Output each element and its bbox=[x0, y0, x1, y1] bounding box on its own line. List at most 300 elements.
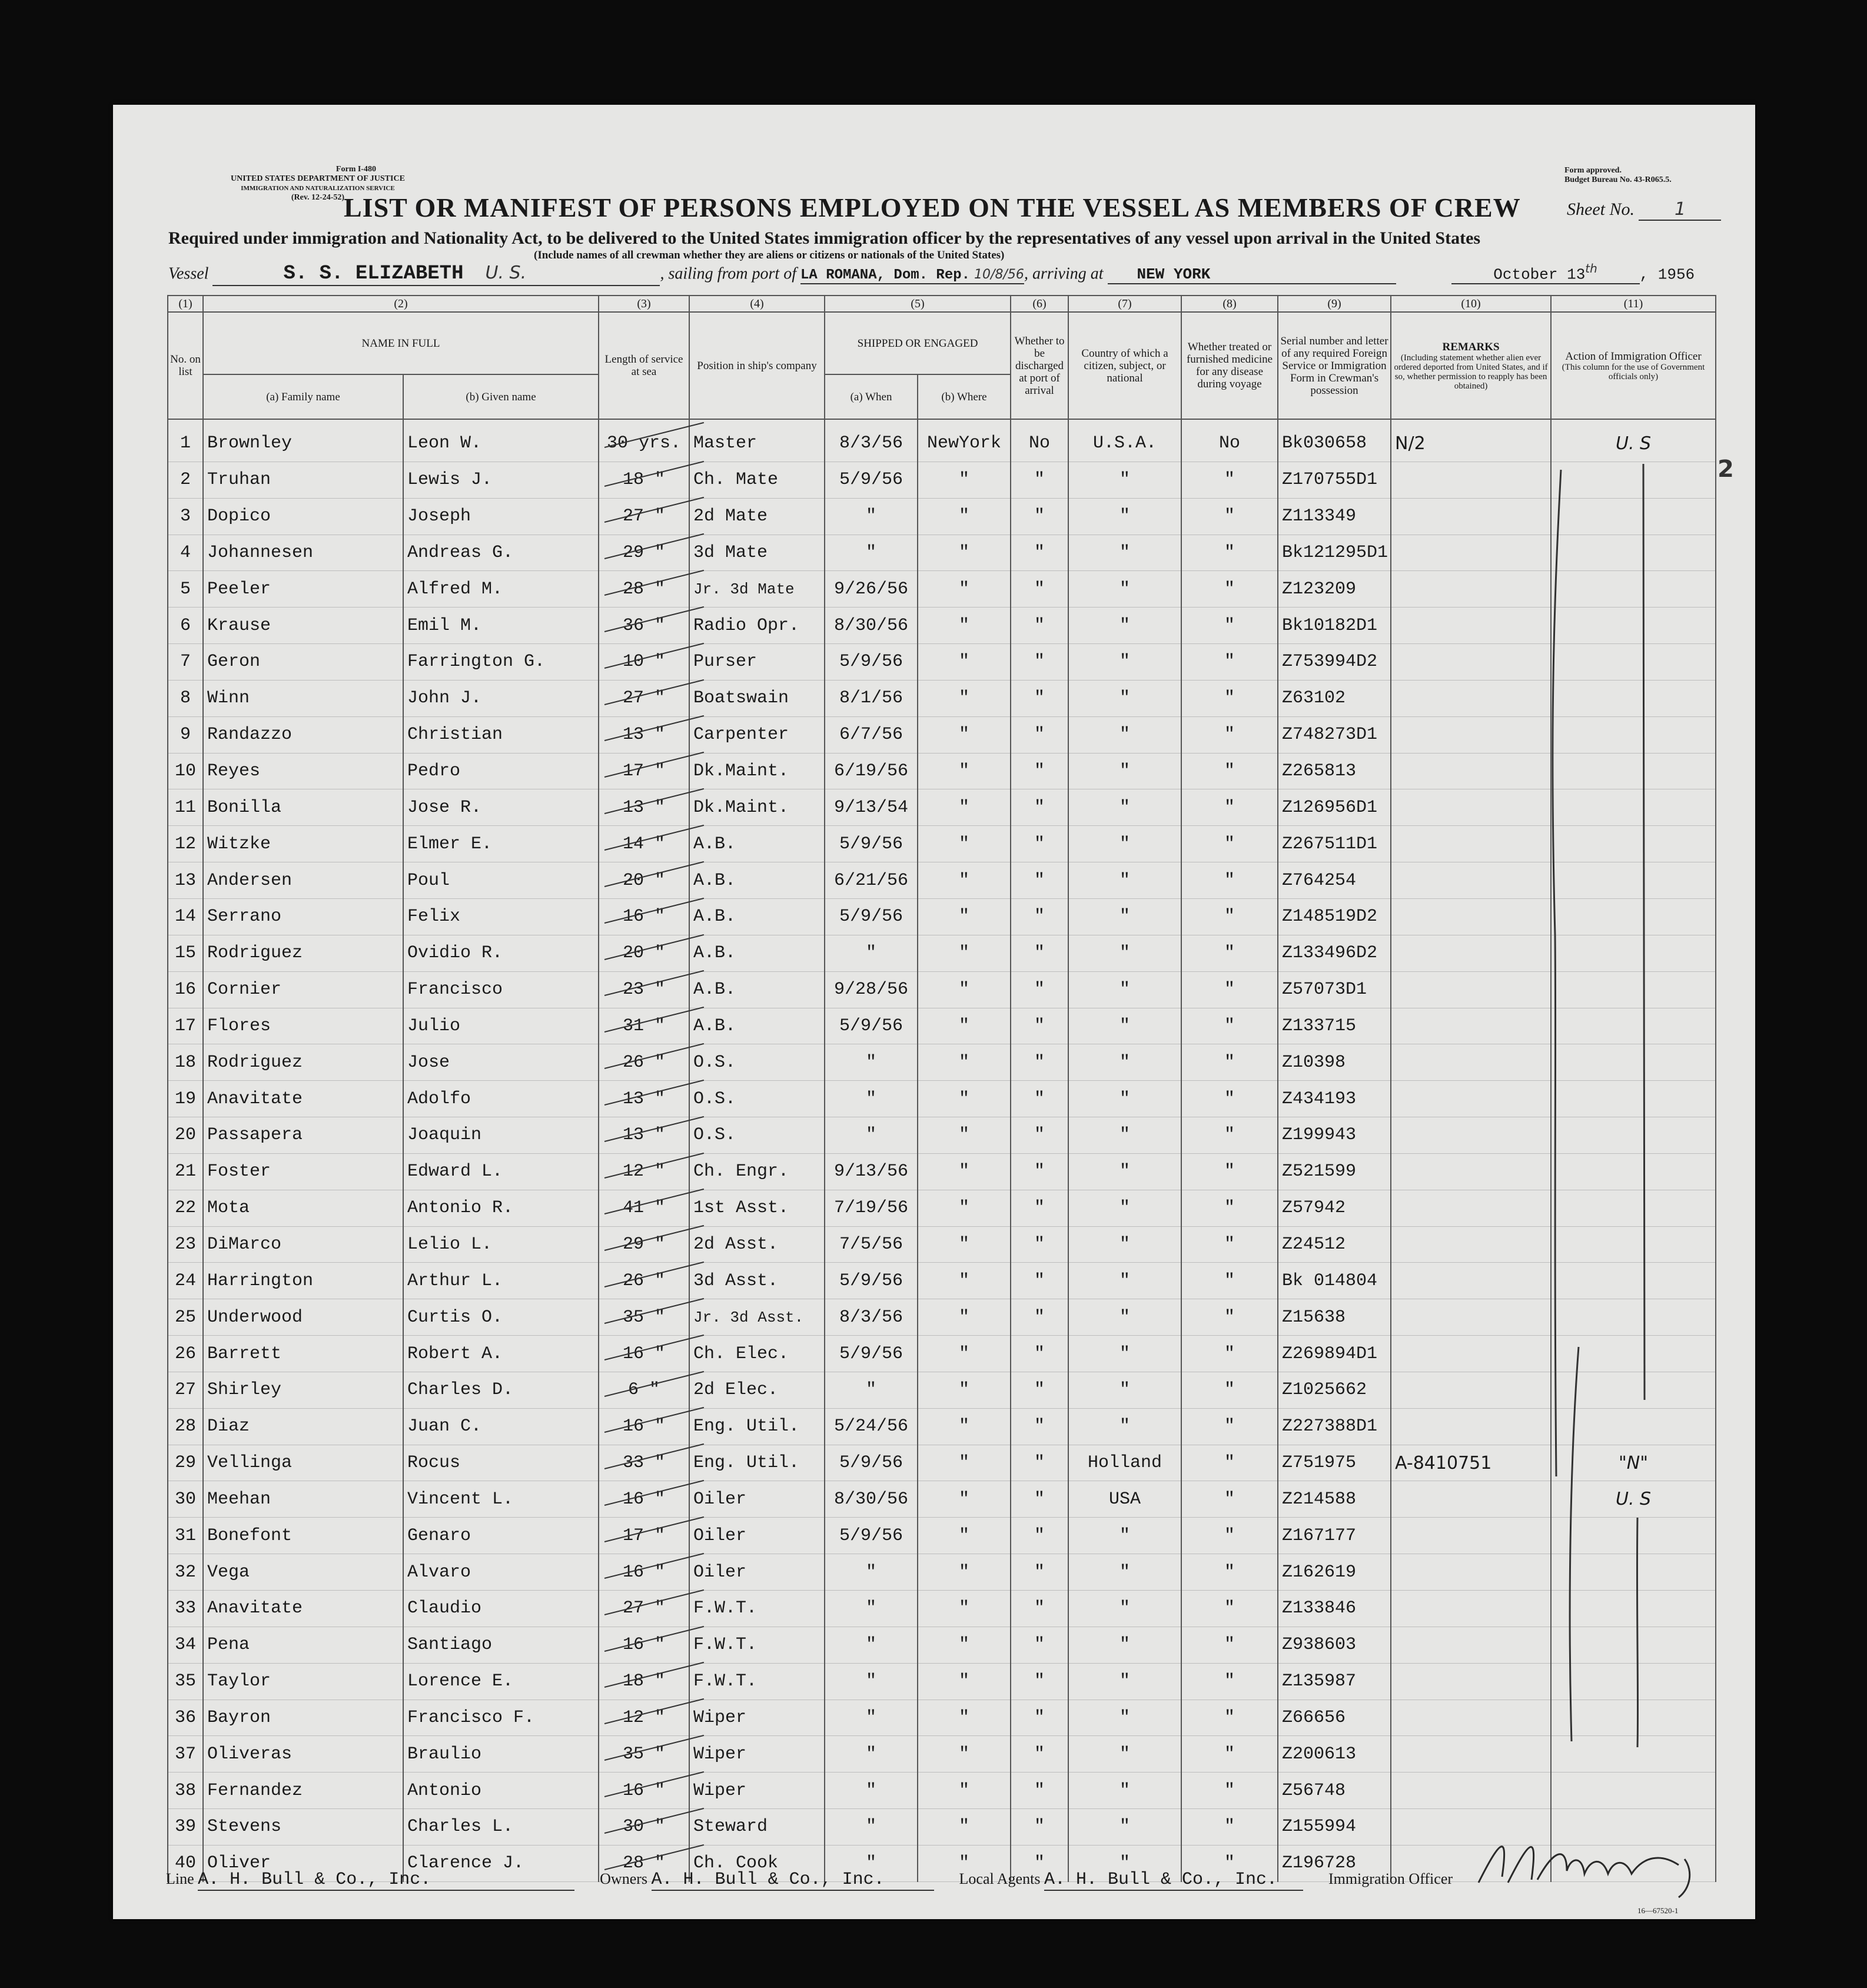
discharged: " bbox=[1011, 898, 1068, 935]
row-number: 10 bbox=[168, 753, 203, 789]
header-remarks-cell bbox=[1391, 312, 1551, 419]
shipped-when: 6/19/56 bbox=[825, 753, 918, 789]
shipped-when: 6/21/56 bbox=[825, 862, 918, 899]
country: " bbox=[1068, 1518, 1181, 1554]
treated: " bbox=[1181, 1263, 1278, 1299]
length-of-service: 13 " bbox=[599, 1117, 689, 1154]
header-country: Country of which a citizen, subject, or national bbox=[1068, 312, 1181, 419]
family-name: Dopico bbox=[203, 498, 403, 535]
family-name: Vellinga bbox=[203, 1445, 403, 1481]
given-name: John J. bbox=[403, 680, 599, 716]
serial-number: Z764254 bbox=[1278, 862, 1391, 899]
row-number: 37 bbox=[168, 1736, 203, 1773]
position: A.B. bbox=[689, 862, 825, 899]
shipped-where: " bbox=[918, 1299, 1011, 1336]
col2-number: (2) bbox=[203, 296, 599, 312]
length-of-service: 16 " bbox=[599, 1481, 689, 1518]
length-of-service: 13 " bbox=[599, 716, 689, 753]
row-number: 21 bbox=[168, 1153, 203, 1190]
shipped-where: " bbox=[918, 1117, 1011, 1154]
row-number: 8 bbox=[168, 680, 203, 716]
form-code: 16—67520-1 bbox=[1637, 1906, 1679, 1915]
shipped-when: 8/1/56 bbox=[825, 680, 918, 716]
length-of-service: 28 " bbox=[599, 571, 689, 608]
serial-number: Z133496D2 bbox=[1278, 935, 1391, 971]
given-name: Poul bbox=[403, 862, 599, 899]
discharged: " bbox=[1011, 971, 1068, 1008]
row-number: 25 bbox=[168, 1299, 203, 1336]
row-number: 24 bbox=[168, 1263, 203, 1299]
position: Oiler bbox=[689, 1481, 825, 1518]
length-of-service: 33 " bbox=[599, 1445, 689, 1481]
sailing-port-hand: 10/8/56 bbox=[974, 267, 1024, 283]
family-name: Peeler bbox=[203, 571, 403, 608]
row-number: 18 bbox=[168, 1044, 203, 1081]
serial-number: Z155994 bbox=[1278, 1809, 1391, 1846]
shipped-where: " bbox=[918, 1518, 1011, 1554]
position: 2d Asst. bbox=[689, 1226, 825, 1263]
country: " bbox=[1068, 1008, 1181, 1044]
family-name: Serrano bbox=[203, 898, 403, 935]
length-of-service: 27 " bbox=[599, 498, 689, 535]
row-number: 3 bbox=[168, 498, 203, 535]
form-number: Form I-480 bbox=[335, 165, 376, 174]
family-name: Meehan bbox=[203, 1481, 403, 1518]
shipped-where: " bbox=[918, 1627, 1011, 1663]
header-family-name: (a) Family name bbox=[203, 374, 403, 419]
serial-number: Z56748 bbox=[1278, 1773, 1391, 1809]
vessel-line bbox=[168, 261, 1722, 286]
length-of-service: 13 " bbox=[599, 1081, 689, 1117]
row-number: 4 bbox=[168, 535, 203, 571]
given-name: Julio bbox=[403, 1008, 599, 1044]
row-number: 19 bbox=[168, 1081, 203, 1117]
family-name: Krause bbox=[203, 608, 403, 644]
length-of-service: 30 " bbox=[599, 1809, 689, 1846]
port-field bbox=[800, 264, 1024, 284]
position: Radio Opr. bbox=[689, 608, 825, 644]
serial-number: Z1025662 bbox=[1278, 1372, 1391, 1408]
col9-number: (9) bbox=[1278, 296, 1391, 312]
position: A.B. bbox=[689, 1008, 825, 1044]
position: A.B. bbox=[689, 971, 825, 1008]
row-number: 39 bbox=[168, 1809, 203, 1846]
family-name: Reyes bbox=[203, 753, 403, 789]
given-name: Leon W. bbox=[403, 419, 599, 462]
department: UNITED STATES DEPARTMENT OF JUSTICE bbox=[231, 174, 405, 183]
header-where: (b) Where bbox=[918, 374, 1011, 419]
row-number: 26 bbox=[168, 1336, 203, 1372]
treated: " bbox=[1181, 608, 1278, 644]
row-number: 16 bbox=[168, 971, 203, 1008]
row-number: 22 bbox=[168, 1190, 203, 1226]
treated: " bbox=[1181, 753, 1278, 789]
row-number: 20 bbox=[168, 1117, 203, 1154]
serial-number: Z751975 bbox=[1278, 1445, 1391, 1481]
shipped-where: " bbox=[918, 1736, 1011, 1773]
treated: " bbox=[1181, 1700, 1278, 1736]
length-of-service: 28 " bbox=[599, 1845, 689, 1881]
country: " bbox=[1068, 498, 1181, 535]
family-name: Pena bbox=[203, 1627, 403, 1663]
include-note: (Include names of all crewman whether they are aliens or citizens or nationals of the United States) bbox=[534, 249, 1005, 261]
shipped-when: 5/24/56 bbox=[825, 1408, 918, 1445]
discharged: " bbox=[1011, 1190, 1068, 1226]
agents-field bbox=[1044, 1870, 1303, 1891]
country: " bbox=[1068, 1372, 1181, 1408]
shipped-when: 8/3/56 bbox=[825, 1299, 918, 1336]
position: Steward bbox=[689, 1809, 825, 1846]
family-name: Stevens bbox=[203, 1809, 403, 1846]
shipped-when: 8/30/56 bbox=[825, 1481, 918, 1518]
discharged: " bbox=[1011, 1845, 1068, 1881]
length-of-service: 17 " bbox=[599, 753, 689, 789]
vessel-name-hand: U. S. bbox=[485, 263, 527, 284]
given-name: Alfred M. bbox=[403, 571, 599, 608]
length-of-service: 31 " bbox=[599, 1008, 689, 1044]
arrival-date: October 13 bbox=[1493, 265, 1586, 284]
discharged: No bbox=[1011, 419, 1068, 462]
given-name: Charles L. bbox=[403, 1809, 599, 1846]
given-name: Santiago bbox=[403, 1627, 599, 1663]
treated: " bbox=[1181, 1809, 1278, 1846]
given-name: Lewis J. bbox=[403, 462, 599, 498]
country: " bbox=[1068, 1627, 1181, 1663]
header-action-note: (This column for the use of Government officials only) bbox=[1562, 362, 1705, 381]
shipped-when: " bbox=[825, 1554, 918, 1591]
column-number-row bbox=[168, 296, 1716, 312]
header-action-cell bbox=[1551, 312, 1716, 419]
given-name: Antonio bbox=[403, 1773, 599, 1809]
discharged: " bbox=[1011, 644, 1068, 681]
given-name: Ovidio R. bbox=[403, 935, 599, 971]
shipped-when: " bbox=[825, 1700, 918, 1736]
row-number: 23 bbox=[168, 1226, 203, 1263]
position: Wiper bbox=[689, 1736, 825, 1773]
shipped-when: " bbox=[825, 535, 918, 571]
shipped-where: " bbox=[918, 826, 1011, 862]
shipped-when: 9/13/56 bbox=[825, 1153, 918, 1190]
family-name: Randazzo bbox=[203, 716, 403, 753]
shipped-where: " bbox=[918, 1554, 1011, 1591]
row-number: 36 bbox=[168, 1700, 203, 1736]
shipped-when: 9/28/56 bbox=[825, 971, 918, 1008]
family-name: Flores bbox=[203, 1008, 403, 1044]
country: " bbox=[1068, 1809, 1181, 1846]
serial-number: Bk030658 bbox=[1278, 419, 1391, 462]
sheet-label: Sheet No. bbox=[1567, 200, 1635, 219]
country: " bbox=[1068, 1663, 1181, 1700]
col10-number: (10) bbox=[1391, 296, 1551, 312]
given-name: Christian bbox=[403, 716, 599, 753]
treated: " bbox=[1181, 1153, 1278, 1190]
family-name: Bayron bbox=[203, 1700, 403, 1736]
family-name: Johannesen bbox=[203, 535, 403, 571]
given-name: Farrington G. bbox=[403, 644, 599, 681]
treated: " bbox=[1181, 1554, 1278, 1591]
family-name: Rodriguez bbox=[203, 1044, 403, 1081]
line-value: A. H. Bull & Co., Inc. bbox=[198, 1870, 431, 1890]
sheet-number bbox=[1567, 199, 1721, 221]
shipped-where: " bbox=[918, 1845, 1011, 1881]
given-name: Vincent L. bbox=[403, 1481, 599, 1518]
row-number: 2 bbox=[168, 462, 203, 498]
row-number: 17 bbox=[168, 1008, 203, 1044]
row-number: 5 bbox=[168, 571, 203, 608]
position: Ch. Elec. bbox=[689, 1336, 825, 1372]
treated: " bbox=[1181, 1518, 1278, 1554]
sailing-label: , sailing from port of bbox=[660, 264, 796, 283]
row-number: 9 bbox=[168, 716, 203, 753]
col1-number: (1) bbox=[168, 296, 203, 312]
country: Holland bbox=[1068, 1445, 1181, 1481]
country: " bbox=[1068, 680, 1181, 716]
shipped-where: " bbox=[918, 1591, 1011, 1627]
position: F.W.T. bbox=[689, 1663, 825, 1700]
line-field bbox=[198, 1870, 574, 1891]
header-row-1 bbox=[168, 312, 1716, 374]
shipped-where: " bbox=[918, 753, 1011, 789]
shipped-when: 6/7/56 bbox=[825, 716, 918, 753]
shipped-where: " bbox=[918, 789, 1011, 826]
serial-number: Z214588 bbox=[1278, 1481, 1391, 1518]
shipped-where: " bbox=[918, 935, 1011, 971]
discharged: " bbox=[1011, 1081, 1068, 1117]
page-title: LIST OR MANIFEST OF PERSONS EMPLOYED ON THE VESSEL AS MEMBERS OF CREW bbox=[344, 193, 1521, 223]
shipped-when: 5/9/56 bbox=[825, 1518, 918, 1554]
discharged: " bbox=[1011, 753, 1068, 789]
shipped-where: " bbox=[918, 1190, 1011, 1226]
length-of-service: 20 " bbox=[599, 935, 689, 971]
form-approved: Form approved. bbox=[1564, 166, 1622, 175]
family-name: Passapera bbox=[203, 1117, 403, 1154]
position: 1st Asst. bbox=[689, 1190, 825, 1226]
shipped-when: 7/5/56 bbox=[825, 1226, 918, 1263]
family-name: Barrett bbox=[203, 1336, 403, 1372]
shipped-where: " bbox=[918, 1481, 1011, 1518]
length-of-service: 26 " bbox=[599, 1263, 689, 1299]
row-number: 35 bbox=[168, 1663, 203, 1700]
country: " bbox=[1068, 1773, 1181, 1809]
col4-number: (4) bbox=[689, 296, 825, 312]
family-name: Shirley bbox=[203, 1372, 403, 1408]
sheet-value: 1 bbox=[1639, 199, 1721, 221]
family-name: Brownley bbox=[203, 419, 403, 462]
col7-number: (7) bbox=[1068, 296, 1181, 312]
row-number: 13 bbox=[168, 862, 203, 899]
position: F.W.T. bbox=[689, 1591, 825, 1627]
length-of-service: 16 " bbox=[599, 1554, 689, 1591]
shipped-where: " bbox=[918, 1445, 1011, 1481]
col5-number: (5) bbox=[825, 296, 1011, 312]
serial-number: Z10398 bbox=[1278, 1044, 1391, 1081]
discharged: " bbox=[1011, 826, 1068, 862]
row-number: 27 bbox=[168, 1372, 203, 1408]
treated: " bbox=[1181, 789, 1278, 826]
family-name: Truhan bbox=[203, 462, 403, 498]
owners-field bbox=[652, 1870, 934, 1891]
length-of-service: 12 " bbox=[599, 1153, 689, 1190]
country: " bbox=[1068, 462, 1181, 498]
treated: " bbox=[1181, 1081, 1278, 1117]
serial-number: Z57073D1 bbox=[1278, 971, 1391, 1008]
given-name: Jose bbox=[403, 1044, 599, 1081]
discharged: " bbox=[1011, 1008, 1068, 1044]
treated: " bbox=[1181, 935, 1278, 971]
length-of-service: 36 " bbox=[599, 608, 689, 644]
country: " bbox=[1068, 571, 1181, 608]
country: " bbox=[1068, 716, 1181, 753]
length-of-service: 35 " bbox=[599, 1736, 689, 1773]
length-of-service: 12 " bbox=[599, 1700, 689, 1736]
treated: " bbox=[1181, 862, 1278, 899]
owners-value: A. H. Bull & Co., Inc. bbox=[651, 1870, 885, 1890]
family-name: Rodriguez bbox=[203, 935, 403, 971]
family-name: Witzke bbox=[203, 826, 403, 862]
treated: " bbox=[1181, 1773, 1278, 1809]
approval-block bbox=[1564, 166, 1672, 185]
row-number: 12 bbox=[168, 826, 203, 862]
position: A.B. bbox=[689, 898, 825, 935]
family-name: Oliveras bbox=[203, 1736, 403, 1773]
ditto-strokes bbox=[1467, 464, 1620, 1747]
position: 3d Mate bbox=[689, 535, 825, 571]
serial-number: Z265813 bbox=[1278, 753, 1391, 789]
given-name: Felix bbox=[403, 898, 599, 935]
serial-number: Z63102 bbox=[1278, 680, 1391, 716]
serial-number: Z170755D1 bbox=[1278, 462, 1391, 498]
country: " bbox=[1068, 1226, 1181, 1263]
family-name: DiMarco bbox=[203, 1226, 403, 1263]
length-of-service: 20 " bbox=[599, 862, 689, 899]
remarks bbox=[1391, 1773, 1551, 1809]
shipped-when: " bbox=[825, 1809, 918, 1846]
agents-label: Local Agents bbox=[959, 1870, 1041, 1887]
country: " bbox=[1068, 1117, 1181, 1154]
serial-number: Z126956D1 bbox=[1278, 789, 1391, 826]
header-serial-number: Serial number and letter of any required Foreign Service or Immigration Form in Crewman's possession bbox=[1278, 312, 1391, 419]
treated: " bbox=[1181, 571, 1278, 608]
serial-number: Z269894D1 bbox=[1278, 1336, 1391, 1372]
header-action: Action of Immigration Officer bbox=[1565, 350, 1702, 363]
position: Ch. Mate bbox=[689, 462, 825, 498]
col3-number: (3) bbox=[599, 296, 689, 312]
country: " bbox=[1068, 826, 1181, 862]
length-of-service: 16 " bbox=[599, 898, 689, 935]
treated: " bbox=[1181, 1299, 1278, 1336]
discharged: " bbox=[1011, 1736, 1068, 1773]
family-name: Anavitate bbox=[203, 1591, 403, 1627]
sailing-port: LA ROMANA, Dom. Rep. bbox=[800, 267, 971, 284]
country: " bbox=[1068, 789, 1181, 826]
header-remarks: REMARKS bbox=[1442, 340, 1500, 353]
shipped-when: 5/9/56 bbox=[825, 1445, 918, 1481]
shipped-where: " bbox=[918, 1008, 1011, 1044]
discharged: " bbox=[1011, 1263, 1068, 1299]
treated: " bbox=[1181, 680, 1278, 716]
length-of-service: 16 " bbox=[599, 1627, 689, 1663]
position: Eng. Util. bbox=[689, 1445, 825, 1481]
shipped-when: 5/9/56 bbox=[825, 1008, 918, 1044]
given-name: Genaro bbox=[403, 1518, 599, 1554]
country: " bbox=[1068, 1336, 1181, 1372]
position: Oiler bbox=[689, 1518, 825, 1554]
given-name: Lelio L. bbox=[403, 1226, 599, 1263]
treated: " bbox=[1181, 535, 1278, 571]
country: " bbox=[1068, 1044, 1181, 1081]
serial-number: Z753994D2 bbox=[1278, 644, 1391, 681]
country: " bbox=[1068, 1700, 1181, 1736]
discharged: " bbox=[1011, 1336, 1068, 1372]
family-name: Taylor bbox=[203, 1663, 403, 1700]
country: " bbox=[1068, 1736, 1181, 1773]
shipped-when: " bbox=[825, 935, 918, 971]
shipped-where: " bbox=[918, 1263, 1011, 1299]
shipped-where: " bbox=[918, 498, 1011, 535]
position: 2d Elec. bbox=[689, 1372, 825, 1408]
remarks-ditto-stroke-2 bbox=[1570, 1347, 1579, 1741]
position: A.B. bbox=[689, 935, 825, 971]
family-name: Oliver bbox=[203, 1845, 403, 1881]
country: " bbox=[1068, 1299, 1181, 1336]
action-ditto-stroke bbox=[1643, 464, 1645, 1400]
shipped-when: 7/19/56 bbox=[825, 1190, 918, 1226]
country: " bbox=[1068, 1408, 1181, 1445]
serial-number: Z199943 bbox=[1278, 1117, 1391, 1154]
serial-number: Z133715 bbox=[1278, 1008, 1391, 1044]
vessel-name-field bbox=[212, 263, 660, 286]
given-name: Alvaro bbox=[403, 1554, 599, 1591]
shipped-when: " bbox=[825, 1627, 918, 1663]
shipped-where: " bbox=[918, 535, 1011, 571]
manifest-sheet bbox=[113, 105, 1755, 1919]
length-of-service: 41 " bbox=[599, 1190, 689, 1226]
given-name: Adolfo bbox=[403, 1081, 599, 1117]
country: " bbox=[1068, 753, 1181, 789]
serial-number: Z135987 bbox=[1278, 1663, 1391, 1700]
shipped-when: 5/9/56 bbox=[825, 826, 918, 862]
header-given-name: (b) Given name bbox=[403, 374, 599, 419]
treated: " bbox=[1181, 1117, 1278, 1154]
budget-bureau: Budget Bureau No. 43-R065.5. bbox=[1564, 175, 1672, 184]
arriving-field bbox=[1108, 264, 1396, 284]
row-number: 31 bbox=[168, 1518, 203, 1554]
discharged: " bbox=[1011, 1809, 1068, 1846]
position: Ch. Cook bbox=[689, 1845, 825, 1881]
officer-label: Immigration Officer bbox=[1328, 1870, 1453, 1887]
shipped-when: " bbox=[825, 1044, 918, 1081]
treated: " bbox=[1181, 716, 1278, 753]
serial-number: Z938603 bbox=[1278, 1627, 1391, 1663]
discharged: " bbox=[1011, 535, 1068, 571]
remarks: N/2 bbox=[1391, 419, 1551, 462]
position: Purser bbox=[689, 644, 825, 681]
discharged: " bbox=[1011, 1372, 1068, 1408]
serial-number: Z66656 bbox=[1278, 1700, 1391, 1736]
shipped-where: " bbox=[918, 644, 1011, 681]
given-name: Andreas G. bbox=[403, 535, 599, 571]
length-of-service: 29 " bbox=[599, 1226, 689, 1263]
position: Wiper bbox=[689, 1700, 825, 1736]
treated: " bbox=[1181, 1663, 1278, 1700]
required-statement: Required under immigration and Nationality Act, to be delivered to the United States immigration officer by the representatives of any vessel upon arrival in the United States bbox=[168, 228, 1481, 248]
country: " bbox=[1068, 1190, 1181, 1226]
given-name: Braulio bbox=[403, 1736, 599, 1773]
given-name: Robert A. bbox=[403, 1336, 599, 1372]
shipped-where: " bbox=[918, 1044, 1011, 1081]
treated: " bbox=[1181, 826, 1278, 862]
header-length-of-service: Length of service at sea bbox=[599, 312, 689, 419]
